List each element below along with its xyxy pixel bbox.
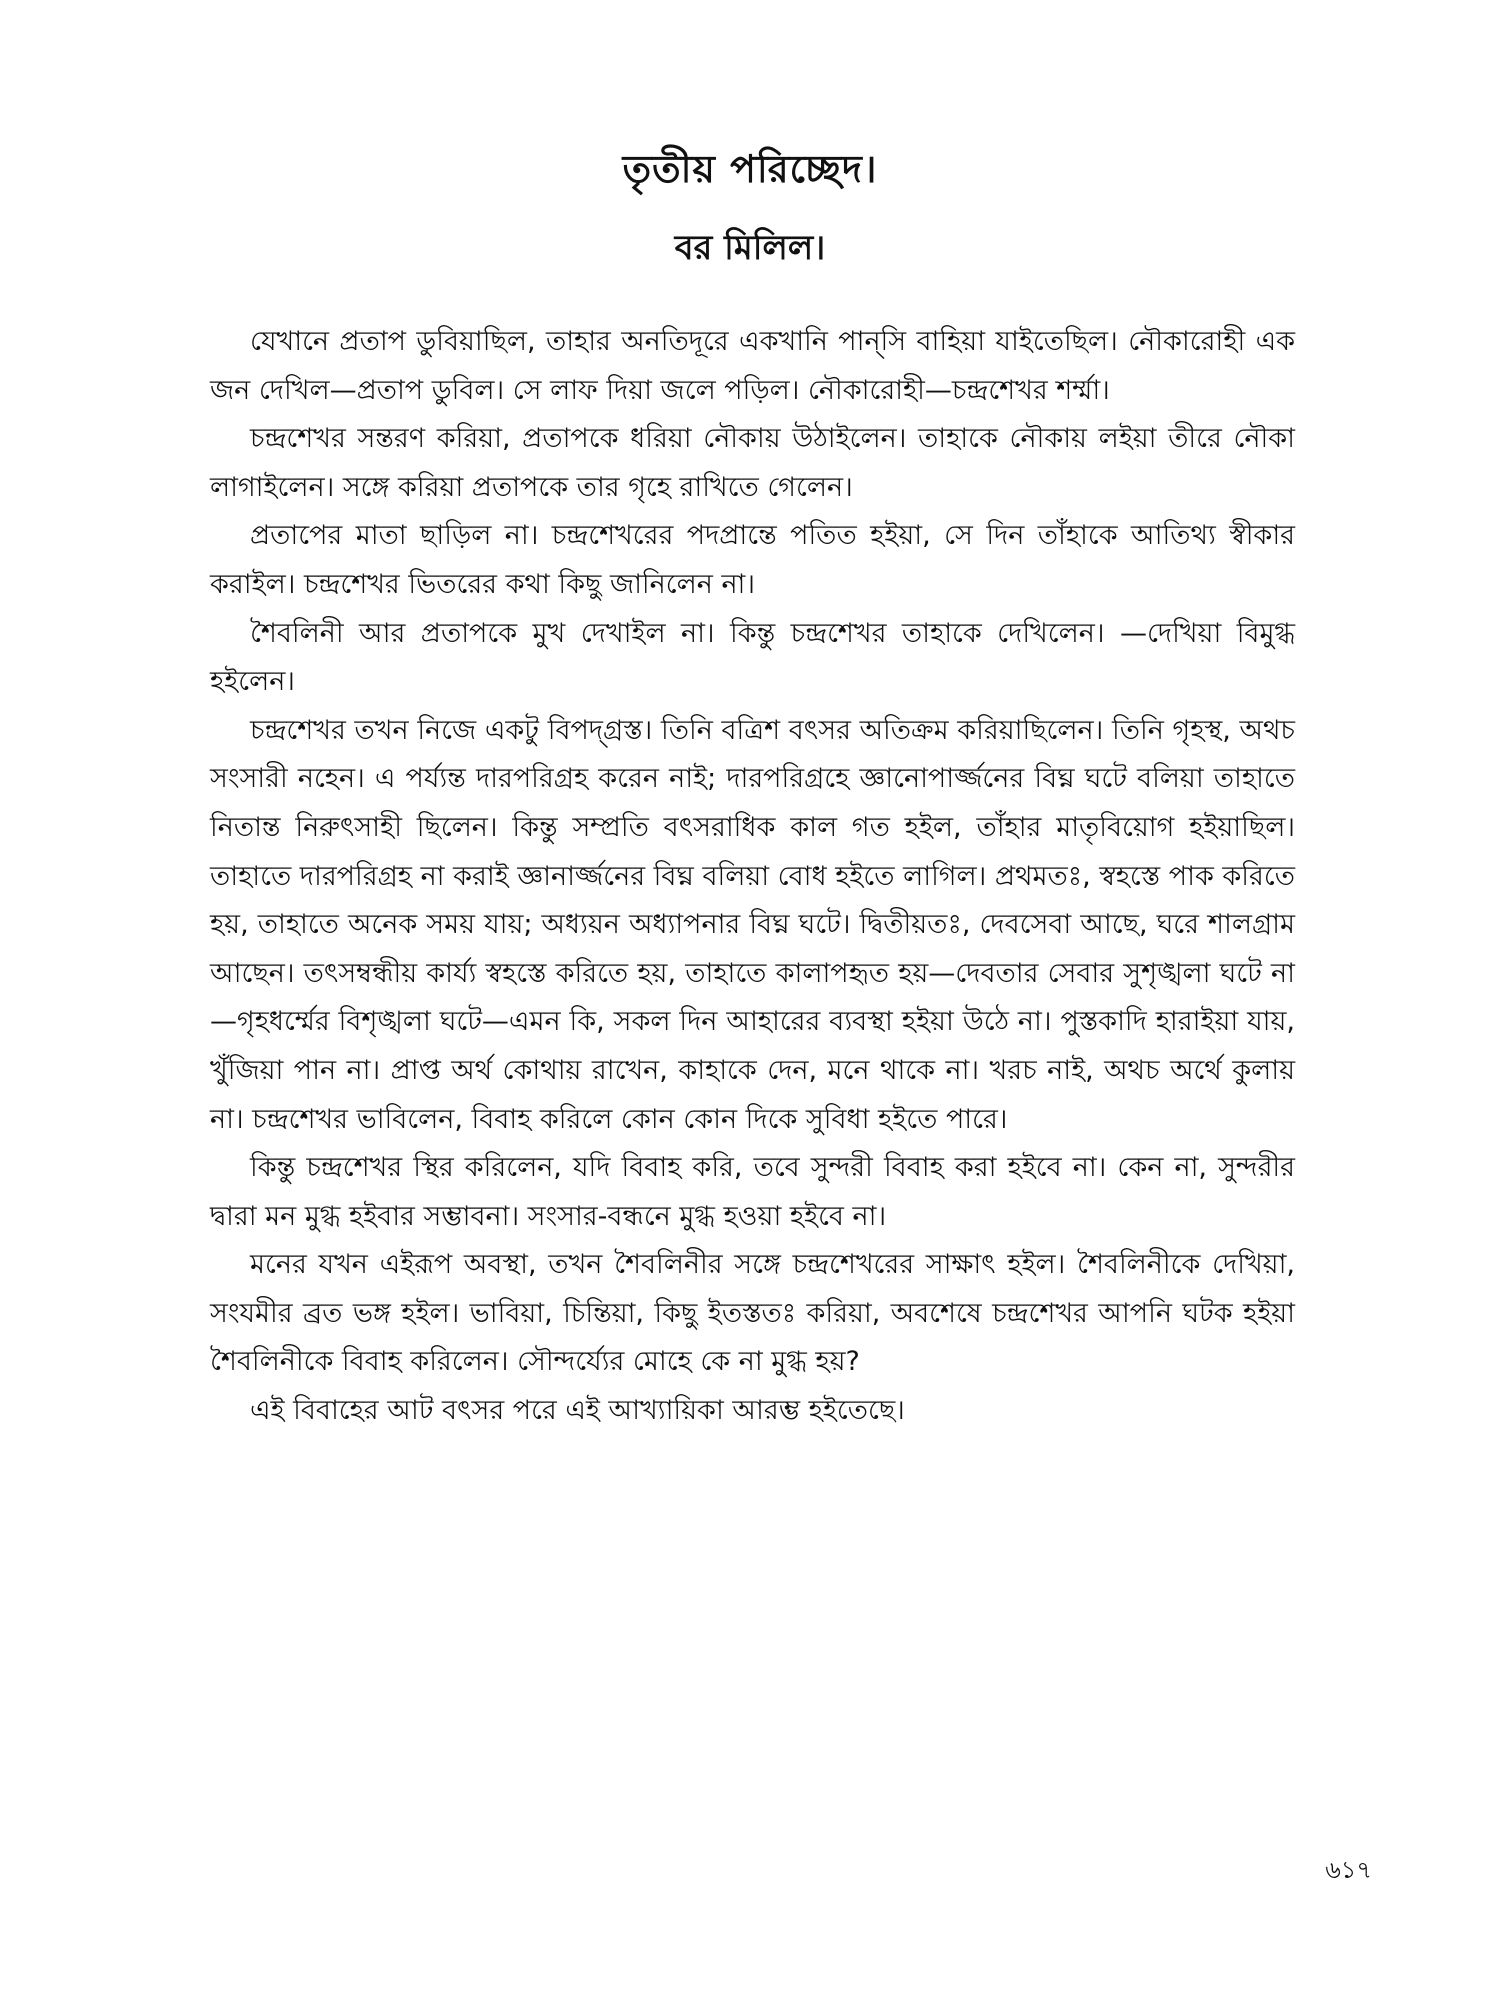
paragraph: যেখানে প্রতাপ ডুবিয়াছিল, তাহার অনতিদূরে একখানি পান্‌সি বাহিয়া যাইতেছিল। নৌকারোহী এক জন দেখিল—প্রতাপ ডুবিল। সে লাফ দিয়া জলে পড়িল। নৌকারোহী—চন্দ্রশেখর শর্ম্মা। (210, 326, 1295, 406)
chapter-subtitle: বর মিলিল। (674, 228, 826, 268)
paragraph: এই বিবাহের আট বৎসর পরে এই আখ্যায়িকা আরম্ভ হইতেছে। (250, 1395, 905, 1427)
paragraph: চন্দ্রশেখর তখন নিজে একটু বিপদ্‌গ্রস্ত। তিনি বত্রিশ বৎসর অতিক্রম করিয়াছিলেন। তিনি গৃহস্থ, অথচ সংসারী নহেন। এ পর্য্যন্ত দারপরিগ্রহ করেন নাই; দারপরিগ্রহে জ্ঞানোপার্জ্জনের বিঘ্ন ঘটে বলিয়া তাহাতে নিতান্ত নিরুৎসাহী ছিলেন। কিন্তু সম্প্রতি বৎসরাধিক কাল গত হইল, তাঁহার মাতৃবিয়োগ হইয়াছিল। তাহাতে দারপরিগ্রহ না করাই জ্ঞানার্জ্জনের বিঘ্ন বলিয়া বোধ হইতে লাগিল। প্রথমতঃ, স্বহস্তে পাক করিতে হয়, তাহাতে অনেক সময় যায়; অধ্যয়ন অধ্যাপনার বিঘ্ন ঘটে। দ্বিতীয়তঃ, দেবসেবা আছে, ঘরে শালগ্রাম আছেন। তৎসম্বন্ধীয় কার্য্য স্বহস্তে করিতে হয়, তাহাতে কালাপহৃত হয়—দেবতার সেবার সুশৃঙ্খলা ঘটে না—গৃহধর্ম্মের বিশৃঙ্খলা ঘটে—এমন কি, সকল দিন আহারের ব্যবস্থা হইয়া উঠে না। পুস্তকাদি হারাইয়া যায়, খুঁজিয়া পান না। প্রাপ্ত অর্থ কোথায় রাখেন, কাহাকে দেন, মনে থাকে না। খরচ নাই, অথচ অর্থে কুলায় না। চন্দ্রশেখর ভাবিলেন, বিবাহ করিলে কোন কোন দিকে সুবিধা হইতে পারে। (210, 714, 1295, 1135)
paragraph: কিন্তু চন্দ্রশেখর স্থির করিলেন, যদি বিবাহ করি, তবে সুন্দরী বিবাহ করা হইবে না। কেন না, সুন্দরীর দ্বারা মন মুগ্ধ হইবার সম্ভাবনা। সংসার-বন্ধনে মুগ্ধ হওয়া হইবে না। (210, 1152, 1295, 1232)
paragraph: শৈবলিনী আর প্রতাপকে মুখ দেখাইল না। কিন্তু চন্দ্রশেখর তাহাকে দেখিলেন। —দেখিয়া বিমুগ্ধ হইলেন। (210, 617, 1295, 698)
page-number: ৬১৭ (1325, 1856, 1372, 1884)
chapter-title: তৃতীয় পরিচ্ছেদ। (622, 147, 878, 191)
paragraph: প্রতাপের মাতা ছাড়িল না। চন্দ্রশেখরের পদপ্রান্তে পতিত হইয়া, সে দিন তাঁহাকে আতিথ্য স্বীকার করাইল। চন্দ্রশেখর ভিতরের কথা কিছু জানিলেন না। (210, 520, 1295, 600)
chapter-body (210, 318, 1295, 1436)
paragraph: চন্দ্রশেখর সন্তরণ করিয়া, প্রতাপকে ধরিয়া নৌকায় উঠাইলেন। তাহাকে নৌকায় লইয়া তীরে নৌকা লাগাইলেন। সঙ্গে করিয়া প্রতাপকে তার গৃহে রাখিতে গেলেন। (210, 423, 1295, 503)
paragraph: মনের যখন এইরূপ অবস্থা, তখন শৈবলিনীর সঙ্গে চন্দ্রশেখরের সাক্ষাৎ হইল। শৈবলিনীকে দেখিয়া, সংযমীর ব্রত ভঙ্গ হইল। ভাবিয়া, চিন্তিয়া, কিছু ইতস্ততঃ করিয়া, অবশেষে চন্দ্রশেখর আপনি ঘটক হইয়া শৈবলিনীকে বিবাহ করিলেন। সৌন্দর্য্যের মোহে কে না মুগ্ধ হয়? (210, 1249, 1295, 1378)
